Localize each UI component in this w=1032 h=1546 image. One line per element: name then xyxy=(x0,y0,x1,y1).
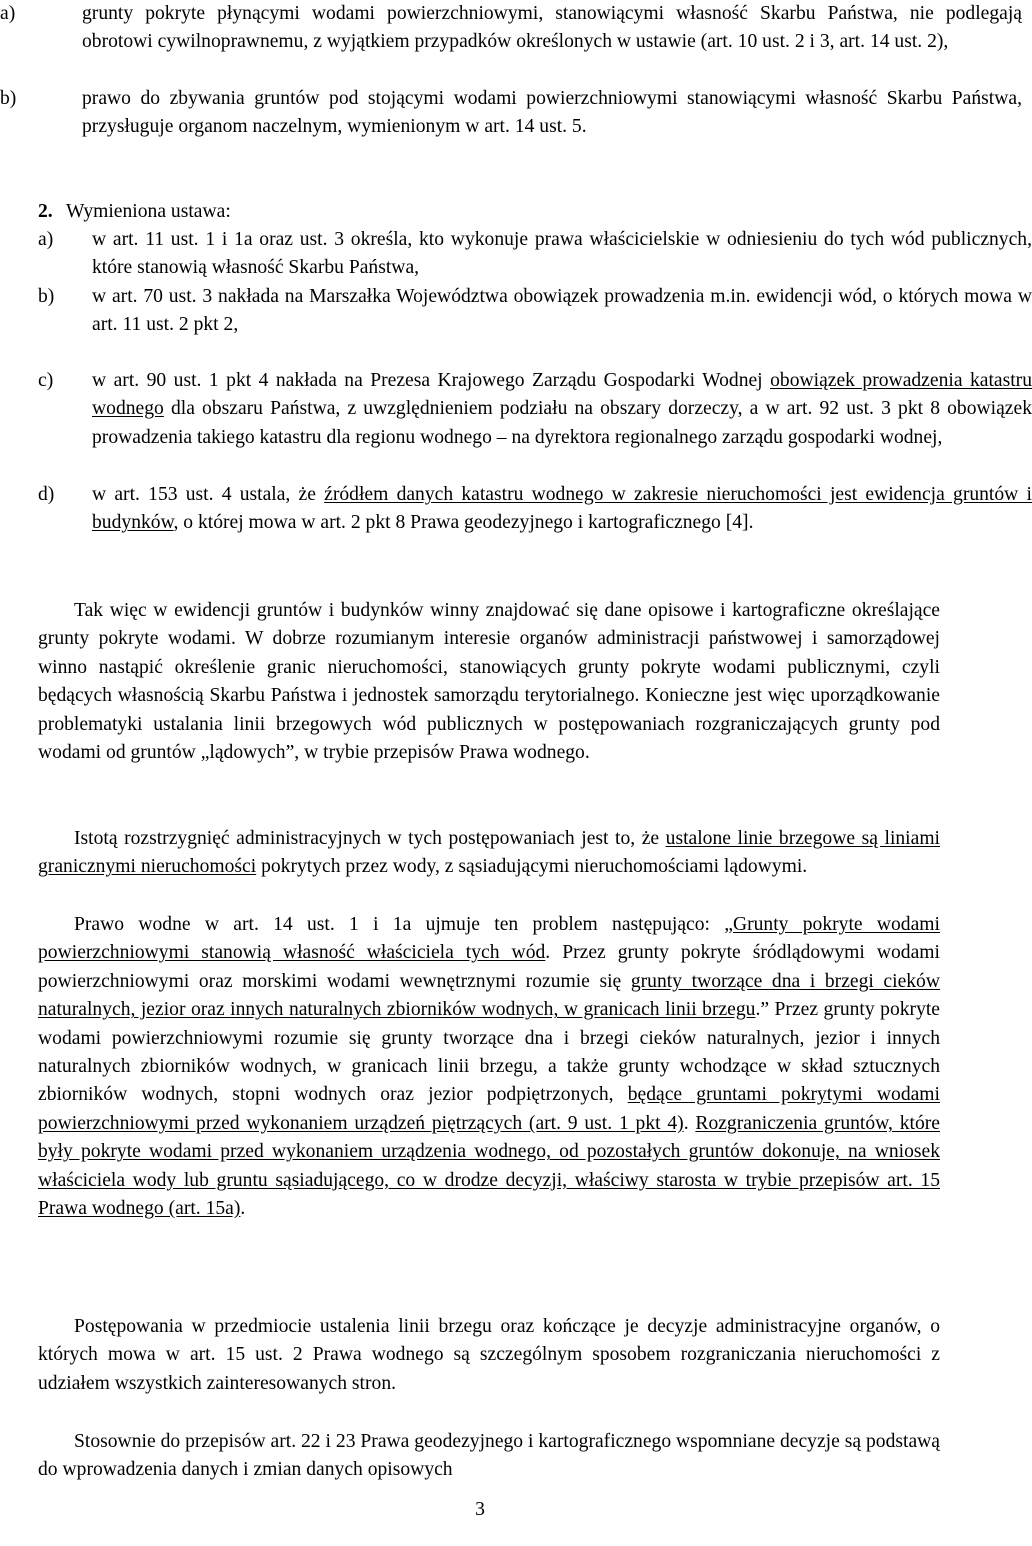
underlined-text: będące gruntami pokrytymi wodami powierzchniowymi przed wykonaniem urządzeń piętrzących (art. 9 ust. 1 pkt 4) xyxy=(38,1084,940,1134)
list-label: d) xyxy=(38,484,55,505)
list-text: grunty pokryte płynącymi wodami powierzchniowymi, stanowiącymi własność Skarbu Państwa, nie podlegają obrotowi cywilnoprawnemu, z wyjątkiem przypadków określonych w ustawie (art. 10 ust. 2 i 3, art. 14 ust. 2), xyxy=(82,3,1022,53)
underlined-text: Grunty pokryte wodami powierzchniowymi stanowią własność właściciela tych wód xyxy=(38,914,940,964)
list-item-d xyxy=(0,481,1032,538)
underlined-text: Rozgraniczenia gruntów, które były pokryte wodami przed wykonaniem urządzenia wodnego, od pozostałych gruntów dokonuje, na wniosek właściciela wody lub gruntu sąsiadującego, co w drodze decyzji, właściwy starosta w trybie przepisów art. 15 Prawa wodnego (art. 15a) xyxy=(38,1112,940,1220)
underlined-text: obowiązek prowadzenia katastru wodnego xyxy=(92,370,1032,420)
list-text: dla obszaru Państwa, z uwzględnieniem podziału na obszary dorzeczy, a w art. 92 ust. 3 pkt 8 obowiązek prowadzenia takiego katastru dla regionu wodnego – na dyrektora regionalnego zarządu gospodarki wodnej, xyxy=(92,398,1032,448)
paragraph-text: Istotą rozstrzygnięć administracyjnych w tych postępowaniach jest to, że xyxy=(74,828,666,849)
list-label: b) xyxy=(38,286,55,307)
list-text: w art. 90 ust. 1 pkt 4 nakłada na Prezesa Krajowego Zarządu Gospodarki Wodnej xyxy=(92,370,771,391)
list-item-b-top xyxy=(0,85,1022,142)
list-item-a xyxy=(0,226,1032,283)
paragraph-text: pokrytych przez wody, z sąsiadującymi nieruchomościami lądowymi. xyxy=(256,856,808,878)
list-item-b xyxy=(0,283,1032,340)
paragraph-5: Stosownie do przepisów art. 22 i 23 Prawa geodezyjnego i kartograficznego wspomniane decyzje są podstawą do wprowadzenia danych i zmian danych opisowych xyxy=(38,1431,940,1481)
paragraph-text: . xyxy=(683,1112,696,1134)
list-text: w art. 70 ust. 3 nakłada na Marszałka Województwa obowiązek prowadzenia m.in. ewidencji wód, o których mowa w art. 11 ust. 2 pkt 2, xyxy=(92,286,1032,336)
list-text: w art. 153 ust. 4 ustala, że xyxy=(92,484,325,505)
paragraph-text: Prawo wodne w art. 14 ust. 1 i 1a ujmuje ten problem następująco: „ xyxy=(74,914,733,935)
paragraph-2 xyxy=(38,825,940,882)
paragraph-4: Postępowania w przedmiocie ustalenia linii brzegu oraz kończące je decyzje administracyjne organów, o których mowa w art. 15 ust. 2 Prawa wodnego są szczególnym sposobem rozgraniczania nieruchomości z udziałem wszystkich zainteresowanych stron. xyxy=(38,1316,940,1394)
list-text: w art. 11 ust. 1 i 1a oraz ust. 3 określa, kto wykonuje prawa właścicielskie w odniesieniu do tych wód publicznych, które stanowią własność Skarbu Państwa, xyxy=(92,229,1032,279)
underlined-text: źródłem danych katastru wodnego w zakresie nieruchomości jest ewidencja gruntów i budynków xyxy=(92,484,1032,534)
underlined-text: grunty tworzące dna i brzegi cieków naturalnych, jezior oraz innych naturalnych zbiorników wodnych, w granicach linii brzegu xyxy=(38,970,941,1021)
list-text: prawo do zbywania gruntów pod stojącymi wodami powierzchniowymi stanowiącymi własność Skarbu Państwa, przysługuje organom naczelnym, wymienionym w art. 14 ust. 5. xyxy=(82,88,1022,138)
underlined-text: ustalone linie brzegowe są liniami granicznymi nieruchomości xyxy=(38,828,941,878)
paragraph-3 xyxy=(38,911,940,1223)
list-label: c) xyxy=(38,370,54,391)
section-number: 2. xyxy=(38,201,53,222)
list-item-c xyxy=(0,367,1032,452)
list-label: a) xyxy=(38,229,54,250)
page-number: 3 xyxy=(475,1499,485,1520)
paragraph-text: . xyxy=(240,1198,246,1220)
paragraph-1: Tak więc w ewidencji gruntów i budynków winny znajdować się dane opisowe i kartograficzne określające grunty pokryte wodami. W dobrze rozumianym interesie organów administracji państwowej i samorządowej winno nastąpić określenie granic nieruchomości, stanowiących grunty pokryte wodami publicznymi, czyli będących własnością Skarbu Państwa i jednostek samorządu terytorialnego. Konieczne jest więc uporządkowanie problematyki ustalania linii brzegowych wód publicznych w postępowaniach rozgraniczających grunty pod wodami od gruntów „lądowych”, w trybie przepisów Prawa wodnego. xyxy=(38,600,940,764)
list-label: b) xyxy=(0,88,17,109)
list-text: , o której mowa w art. 2 pkt 8 Prawa geodezyjnego i kartograficznego [4]. xyxy=(173,512,754,534)
paragraph-text: .” Przez grunty pokryte wodami powierzchniowymi rozumie się grunty tworzące dna i brzegi cieków naturalnych, jezior i innych naturalnych zbiorników wodnych, w granicach linii brzegu, a także grunty wchodzące w skład sztucznych zbiorników wodnych, stopni wodnych oraz jezior podpiętrzonych, xyxy=(38,999,941,1106)
list-label: a) xyxy=(0,3,16,24)
section-title: Wymieniona ustawa: xyxy=(66,201,231,222)
list-item-a-top xyxy=(0,0,1022,57)
paragraph-text: . Przez grunty pokryte śródlądowymi wodami powierzchniowymi oraz morskimi wodami wewnętrznymi rozumie się xyxy=(38,942,940,992)
